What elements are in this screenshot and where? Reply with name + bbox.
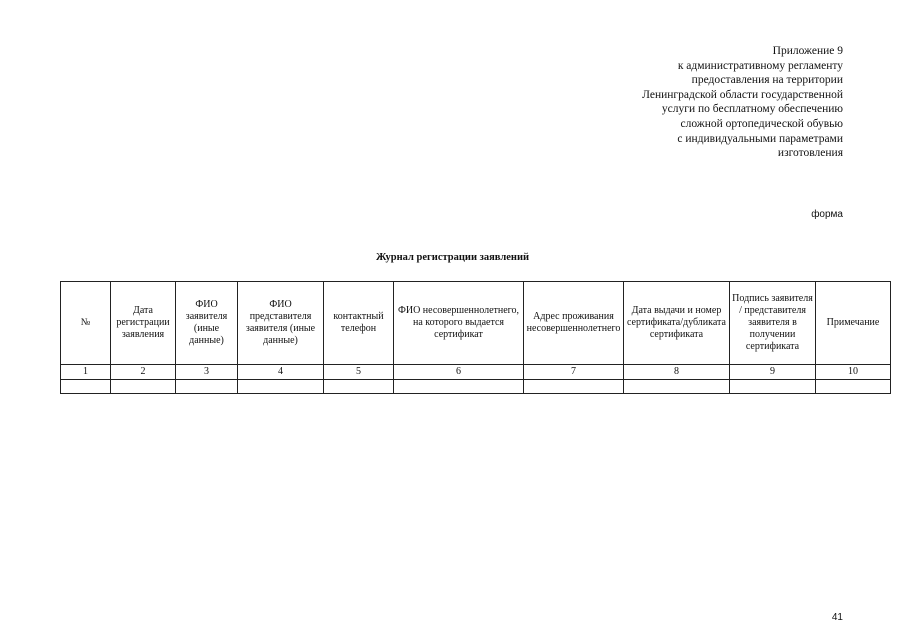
empty-cell (394, 380, 524, 394)
header-cell-signature: Подпись заявителя / представителя заявителя в получении сертификата (730, 282, 816, 365)
empty-cell (730, 380, 816, 394)
header-cell-representative-name: ФИО представителя заявителя (иные данные) (238, 282, 324, 365)
header-cell-number: № (61, 282, 111, 365)
appendix-line: изготовления (777, 147, 843, 160)
empty-cell (238, 380, 324, 394)
header-cell-applicant-name: ФИО заявителя (иные данные) (176, 282, 238, 365)
column-number-cell: 1 (61, 365, 111, 380)
registration-journal-table (60, 281, 891, 394)
empty-cell (816, 380, 891, 394)
empty-cell (324, 380, 394, 394)
header-cell-registration-date: Дата регистрации заявления (111, 282, 176, 365)
column-number-cell: 10 (816, 365, 891, 380)
column-number-cell: 9 (730, 365, 816, 380)
appendix-line: с индивидуальными параметрами (677, 132, 843, 145)
appendix-line: Приложение 9 (772, 45, 843, 57)
column-number-cell: 4 (238, 365, 324, 380)
column-number-cell: 5 (324, 365, 394, 380)
appendix-line: предоставления на территории (691, 74, 843, 87)
header-cell-contact-phone: контактный телефон (324, 282, 394, 365)
page-number: 41 (831, 612, 843, 623)
empty-cell (61, 380, 111, 394)
appendix-line: сложной ортопедической обувью (680, 117, 843, 130)
header-cell-minor-name: ФИО несовершеннолетнего, на которого выдается сертификат (394, 282, 524, 365)
empty-cell (111, 380, 176, 394)
empty-cell (176, 380, 238, 394)
header-cell-note: Примечание (816, 282, 891, 365)
appendix-line: Ленинградской области государственной (642, 88, 843, 101)
appendix-header (543, 44, 843, 161)
column-number-cell: 6 (394, 365, 524, 380)
appendix-line: к административному регламенту (677, 59, 843, 72)
header-cell-certificate-date-number: Дата выдачи и номер сертификата/дубликата сертификата (624, 282, 730, 365)
empty-cell (524, 380, 624, 394)
column-number-cell: 2 (111, 365, 176, 380)
table-header-row (61, 282, 891, 365)
appendix-line: услуги по бесплатному обеспечению (661, 103, 843, 116)
journal-title: Журнал регистрации заявлений (375, 252, 530, 263)
empty-table-row (61, 380, 891, 394)
column-number-cell: 3 (176, 365, 238, 380)
header-cell-minor-address: Адрес проживания несовершеннолетнего (524, 282, 624, 365)
column-number-cell: 8 (624, 365, 730, 380)
empty-cell (624, 380, 730, 394)
form-label: форма (811, 209, 843, 220)
column-number-cell: 7 (524, 365, 624, 380)
column-number-row (61, 365, 891, 380)
